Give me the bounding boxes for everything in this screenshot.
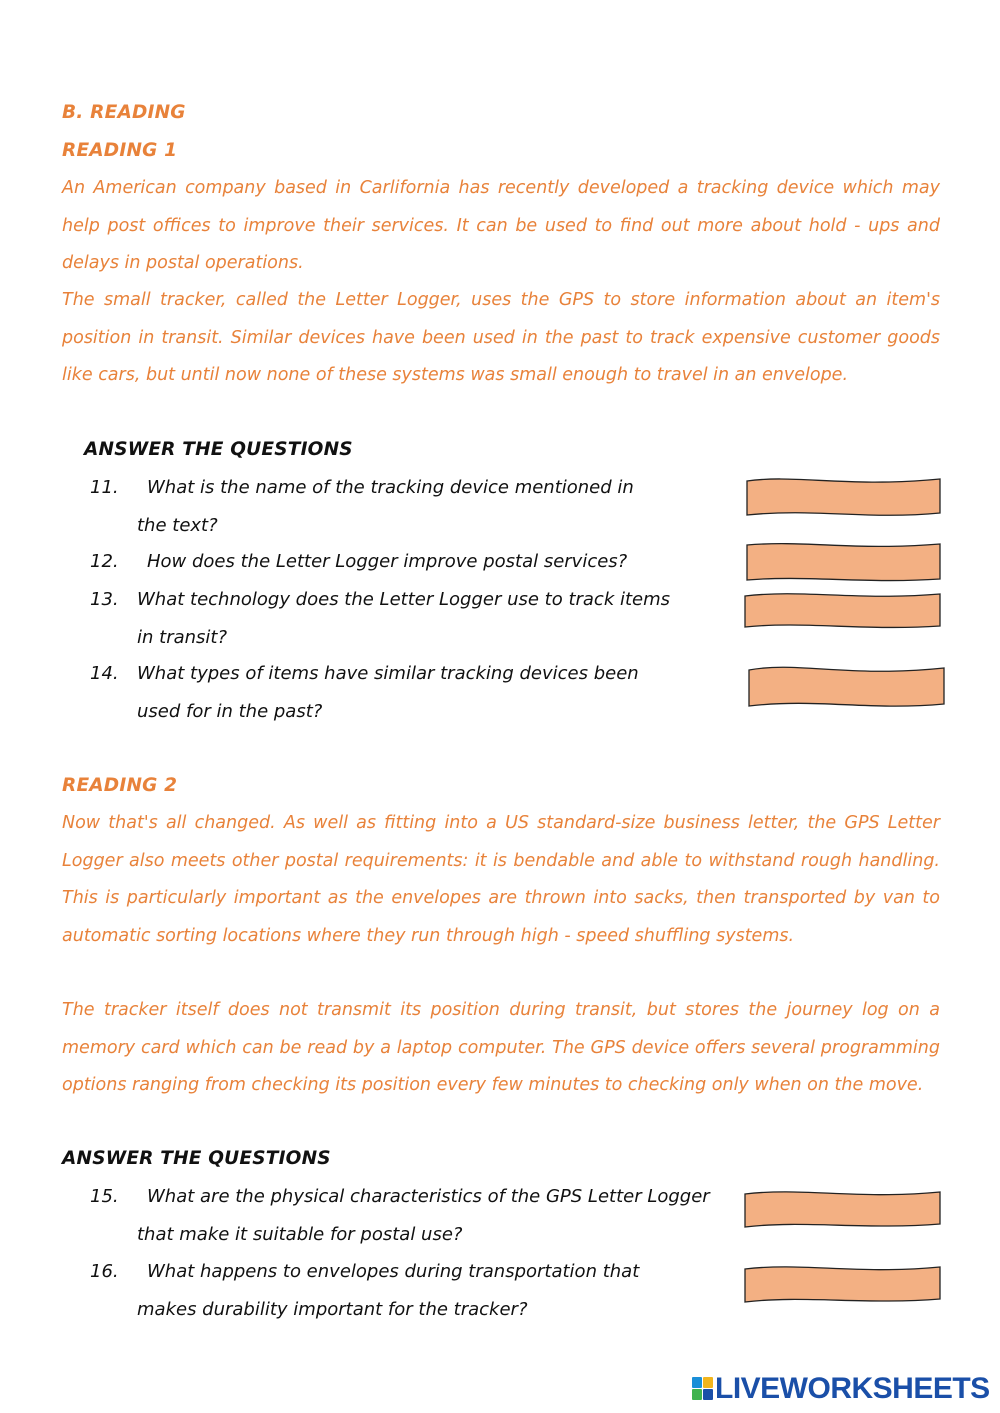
reading2-questions-heading: ANSWER THE QUESTIONS (62, 1148, 331, 1169)
question-number: 12. (90, 551, 119, 572)
reading2-paragraph-2: The tracker itself does not transmit its position during transit, but stores the journey log on a memory card which can be read by a laptop computer. The GPS device offers several programming options ranging from checking its position every few minutes to checking only when on the move. (62, 1000, 940, 1095)
reading1-paragraph-2: The small tracker, called the Letter Logger, uses the GPS to store information about an item's position in transit. Similar devices have been used in the past to track expensive customer goods like cars, but until now none of these systems was small enough to travel in an envelope. (62, 290, 940, 385)
reading1-paragraph-1: An American company based in Carlifornia has recently developed a tracking device which may help post offices to improve their services. It can be used to find out more about hold - ups and delays in postal operations. (62, 178, 940, 273)
question-number: 16. (90, 1261, 119, 1282)
question-text: How does the Letter Logger improve postal services? (147, 551, 628, 572)
question-text: What types of items have similar tracking devices been used for in the past? (137, 663, 639, 722)
answer-box-q12[interactable] (746, 541, 942, 583)
answer-box-q15[interactable] (744, 1188, 942, 1230)
question-text: What is the name of the tracking device mentioned in the text? (137, 477, 634, 536)
question-text: What technology does the Letter Logger use to track items in transit? (137, 589, 671, 648)
reading2-title: READING 2 (62, 775, 178, 796)
section-title: B. READING (62, 102, 186, 123)
reading1-title: READING 1 (62, 140, 178, 161)
reading2-paragraph-1: Now that's all changed. As well as fitting into a US standard-size business letter, the GPS Letter Logger also meets other postal requirements: it is bendable and able to withstand rough handling. This is particularly important as the envelopes are thrown into sacks, then transported by van to automatic sorting locations where they run through high - speed shuffling systems. (62, 813, 940, 946)
answer-box-q14[interactable] (748, 664, 946, 709)
liveworksheets-logo-icon (692, 1377, 714, 1401)
liveworksheets-logo-text: LIVEWORKSHEETS (715, 1372, 990, 1405)
question-number: 15. (90, 1186, 119, 1207)
question-number: 13. (90, 589, 119, 610)
question-number: 11. (90, 477, 119, 498)
answer-box-q11[interactable] (746, 476, 942, 518)
question-text: What are the physical characteristics of the GPS Letter Logger that make it suitable for postal use? (137, 1186, 710, 1245)
liveworksheets-logo[interactable] (692, 1374, 990, 1404)
answer-box-q13[interactable] (744, 591, 942, 631)
question-number: 14. (90, 663, 119, 684)
question-text: What happens to envelopes during transportation that makes durability important for the tracker? (137, 1261, 640, 1320)
answer-box-q16[interactable] (744, 1263, 942, 1305)
reading1-questions-heading: ANSWER THE QUESTIONS (84, 439, 353, 460)
